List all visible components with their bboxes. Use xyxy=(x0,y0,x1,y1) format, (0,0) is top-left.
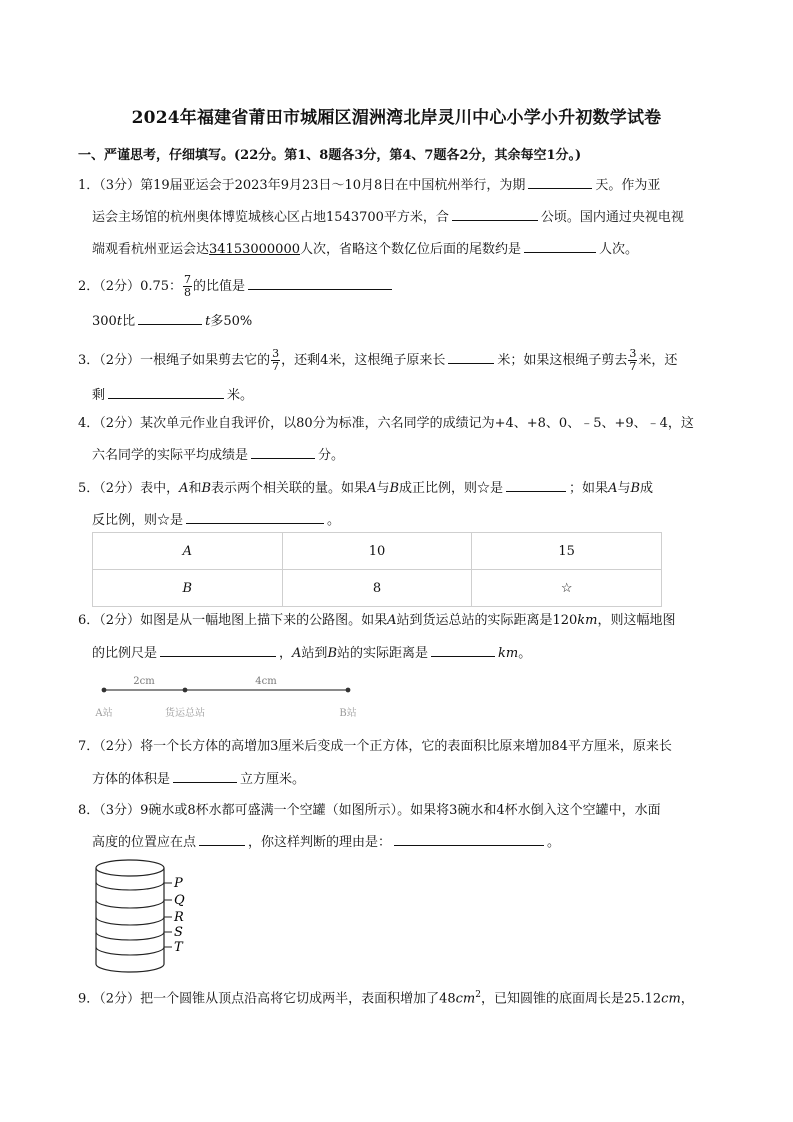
q2-line1: 2．（2分）0.75： $\frac{7}{8}$ 的比值是 xyxy=(78,274,395,299)
exam-title: 2024年福建省莆田市城厢区湄洲湾北岸灵川中心小学小升初数学试卷 xyxy=(131,108,662,128)
q1-blank-days[interactable] xyxy=(528,175,592,189)
q1-underlined-number: 34153000000 xyxy=(209,242,300,257)
level-arc xyxy=(96,882,164,890)
q2-number: 2． xyxy=(78,279,100,294)
q6-line1: 6．（2分）如图是从一幅地图上描下来的公路图。如果A站到货运总站的实际距离是120km，则这幅地图 xyxy=(78,613,676,628)
q1-score: （3分） xyxy=(99,178,141,193)
q3-fraction-2: $\frac{3}{7}$ xyxy=(629,347,637,373)
section-heading: 一、严谨思考，仔细填写。(22分。第1、8题各3分，第4、7题各2分，其余每空1分。) xyxy=(78,148,582,163)
q8-number: 8． xyxy=(78,803,100,818)
table-row xyxy=(93,570,662,607)
q5-score: （2分） xyxy=(99,481,141,496)
q7-score: （2分） xyxy=(99,739,141,754)
q3-fraction-1: $\frac{3}{7}$ xyxy=(272,347,280,373)
level-arc xyxy=(96,900,164,908)
jar-top-rim xyxy=(96,860,164,876)
label-t: T xyxy=(174,940,183,955)
q1-line1: 1．（3分）第19届亚运会于2023年9月23日～10月8日在中国杭州举行，为期 天。作为亚 xyxy=(78,175,660,195)
level-arc xyxy=(96,932,164,940)
station-b-dot xyxy=(346,688,351,693)
table-cell: 10 xyxy=(282,533,472,570)
q7-line1: 7．（2分）将一个长方体的高增加3厘米后变成一个正方体，它的表面积比原来增加84平方厘米，原来长 xyxy=(78,739,672,754)
q3-score: （2分） xyxy=(99,353,141,368)
q3-line1: 3．（2分）一根绳子如果剪去它的 $\frac{3}{7}$ ，还剩4米，这根绳子原来长 米；如果这根绳子剪去 $\frac{3}{7}$ 米，还 xyxy=(78,347,678,373)
label-r: R xyxy=(174,910,184,925)
q8-blank-reason[interactable] xyxy=(394,832,544,846)
station-a-dot xyxy=(102,688,107,693)
q7-blank-volume[interactable] xyxy=(173,769,237,783)
q6-blank-distance[interactable] xyxy=(431,643,495,657)
q2-blank-compare[interactable] xyxy=(138,311,202,325)
segment-2-label: 4cm xyxy=(255,676,277,687)
q5-table xyxy=(92,532,662,607)
station-a-label: A站 xyxy=(95,708,113,719)
q9-line1: 9．（2分）把一个圆锥从顶点沿高将它切成两半，表面积增加了$48cm^2$，已知圆锥的底面周长是25.12cm， xyxy=(78,990,694,1007)
q1-line3: 端观看杭州亚运会达34153000000人次，省略这个数亿位后面的尾数约是 人次。 xyxy=(92,239,638,259)
table-cell: B xyxy=(93,570,283,607)
q4-number: 4． xyxy=(78,416,100,431)
q4-line2: 六名同学的实际平均成绩是 分。 xyxy=(92,445,344,465)
q3-line2: 剩 米。 xyxy=(92,385,253,405)
q6-number: 6． xyxy=(78,613,100,628)
q7-line2: 方体的体积是 立方厘米。 xyxy=(92,769,305,789)
label-q: Q xyxy=(174,893,185,908)
road-map-figure xyxy=(88,672,378,722)
station-b-label: B站 xyxy=(339,708,357,719)
table-cell: ☆ xyxy=(472,570,662,607)
freight-station-label: 货运总站 xyxy=(165,708,205,719)
q1-line2: 运会主场馆的杭州奥体博览城核心区占地1543700平方米，合 公顷。国内通过央视电视 xyxy=(92,207,684,227)
q5-blank-inverse[interactable] xyxy=(186,510,324,524)
q5-number: 5． xyxy=(78,481,100,496)
jar-figure xyxy=(90,856,200,978)
table-cell: A xyxy=(93,533,283,570)
q5-line1: 5．（2分）表中，A和B表示两个相关联的量。如果A与B成正比例，则☆是 ；如果A与B成 xyxy=(78,478,653,498)
table-cell: 8 xyxy=(282,570,472,607)
q3-number: 3． xyxy=(78,353,100,368)
table-cell: 15 xyxy=(472,533,662,570)
q4-blank-average[interactable] xyxy=(251,445,315,459)
q1-blank-hectares[interactable] xyxy=(452,207,538,221)
q8-blank-point[interactable] xyxy=(199,832,245,846)
q9-score: （2分） xyxy=(99,991,141,1007)
q7-number: 7． xyxy=(78,739,100,754)
q1-number: 1． xyxy=(78,178,100,193)
q3-blank-remain[interactable] xyxy=(108,385,224,399)
q5-line2: 反比例，则☆是 。 xyxy=(92,510,340,530)
q2-fraction: $\frac{7}{8}$ xyxy=(184,273,192,299)
freight-station-dot xyxy=(183,688,188,693)
q8-line1: 8．（3分）9碗水或8杯水都可盛满一个空罐（如图所示）。如果将3碗水和4杯水倒入这个空罐中，水面 xyxy=(78,803,661,818)
label-p: P xyxy=(174,876,183,891)
q6-line2: 的比例尺是 ，A站到B站的实际距离是 km。 xyxy=(92,643,531,663)
q4-line1: 4．（2分）某次单元作业自我评价，以80分为标准，六名同学的成绩记为+4、+8、0、﹣5、+9、﹣4，这 xyxy=(78,416,694,431)
q1-blank-approx[interactable] xyxy=(524,239,596,253)
segment-1-label: 2cm xyxy=(133,676,155,687)
level-arc xyxy=(96,917,164,925)
q8-line2: 高度的位置应在点 ，你这样判断的理由是： 。 xyxy=(92,832,560,852)
q9-number: 9． xyxy=(78,991,100,1007)
q2-score: （2分） xyxy=(99,279,141,294)
q3-blank-length[interactable] xyxy=(448,350,494,364)
level-arc xyxy=(96,947,164,955)
q4-score: （2分） xyxy=(99,416,141,431)
q2-line2: 300t比 t多50% xyxy=(92,311,252,331)
q2-blank-ratio[interactable] xyxy=(248,276,392,290)
q8-score: （3分） xyxy=(99,803,141,818)
q6-blank-scale[interactable] xyxy=(160,643,276,657)
label-s: S xyxy=(174,925,183,940)
jar-bottom xyxy=(96,964,164,972)
q6-score: （2分） xyxy=(99,613,141,628)
q5-blank-direct[interactable] xyxy=(506,478,566,492)
table-row xyxy=(93,533,662,570)
